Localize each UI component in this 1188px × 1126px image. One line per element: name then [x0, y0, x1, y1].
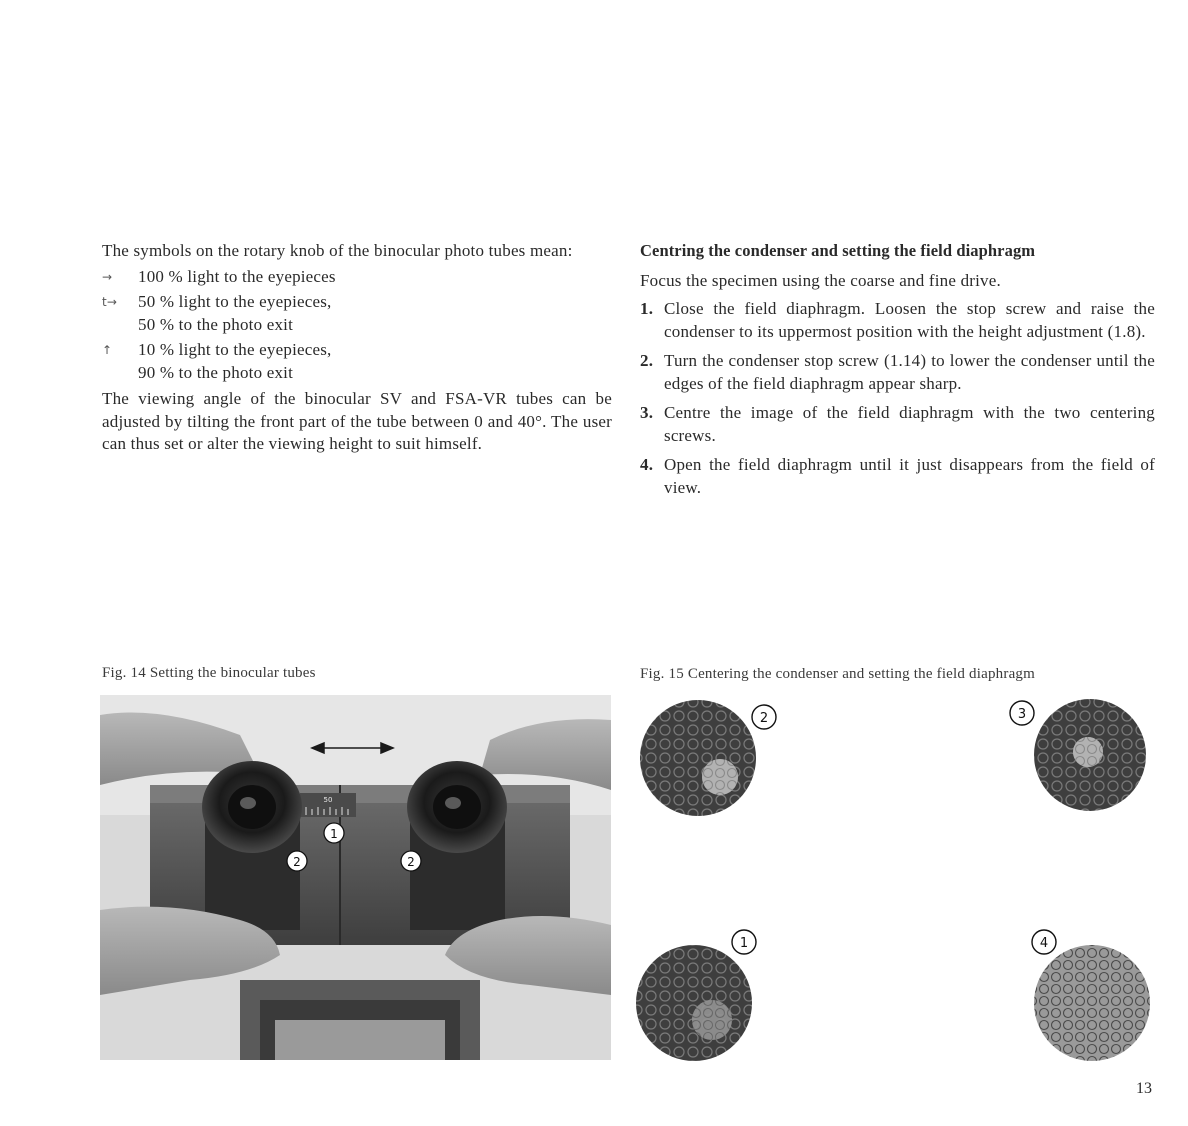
svg-text:3: 3: [1017, 707, 1027, 722]
step-text: Close the field diaphragm. Loosen the stop screw and raise the condenser to its uppermost position with the height adjustment (1.8).: [664, 299, 1155, 341]
svg-text:2: 2: [407, 855, 415, 869]
step-text: Centre the image of the field diaphragm with the two centering screws.: [664, 403, 1155, 445]
step-number: 3.: [640, 403, 654, 422]
callout-2-icon: [287, 851, 307, 871]
fig14-binocular-photo: [100, 695, 611, 1060]
page-number: 13: [1136, 1080, 1152, 1097]
arrow-right-icon: →: [102, 269, 113, 284]
fig15-caption: Fig. 15 Centering the condenser and setting the field diaphragm: [640, 666, 1036, 682]
symbol-description: 50 % light to the eyepieces,: [138, 292, 332, 311]
field-view-3: [1034, 699, 1146, 811]
arrow-up-icon: ↑: [102, 343, 113, 357]
step-text: Open the field diaphragm until it just disappears from the field of view.: [664, 455, 1155, 497]
callout-3-icon: [1010, 701, 1034, 725]
focus-intro: Focus the specimen using the coarse and fine drive.: [640, 270, 1001, 290]
fig15-field-views: [630, 695, 1160, 1065]
symbols-intro: The symbols on the rotary knob of the binocular photo tubes mean:: [102, 241, 573, 260]
svg-text:2: 2: [759, 711, 769, 726]
symbol-description: 100 % light to the eyepieces: [138, 266, 336, 286]
step-item: [640, 454, 1155, 499]
callout-1-icon: [324, 823, 344, 843]
symbol-description: 90 % to the photo exit: [138, 362, 294, 382]
symbol-row: [102, 266, 612, 289]
field-view-2: [640, 700, 756, 816]
step-item: [640, 402, 1155, 447]
field-view-4: [1034, 945, 1150, 1061]
symbol-row: [102, 339, 612, 384]
step-item: [640, 298, 1155, 343]
section-heading: Centring the condenser and setting the field diaphragm: [640, 241, 1036, 260]
callout-2-icon: [752, 705, 776, 729]
step-number: 4.: [640, 455, 654, 474]
right-column: [640, 240, 1155, 506]
left-column: [102, 240, 612, 456]
symbol-description: 10 % light to the eyepieces,: [138, 340, 332, 359]
split-arrow-icon: t→: [102, 295, 118, 309]
callout-4-icon: [1032, 930, 1056, 954]
symbol-row: [102, 291, 612, 336]
steps-list: [640, 298, 1155, 499]
symbol-description: 50 % to the photo exit: [138, 314, 294, 334]
callout-1-icon: [732, 930, 756, 954]
step-number: 2.: [640, 351, 654, 370]
svg-text:1: 1: [739, 936, 749, 951]
scale-label: 50: [323, 796, 333, 804]
svg-text:1: 1: [330, 827, 338, 841]
callout-2-icon: [401, 851, 421, 871]
viewing-angle-paragraph: The viewing angle of the binocular SV and FSA-VR tubes can be adjusted by tilting the front part of the tube between 0 and 40°. The user can thus set or alter the viewing height to suit himself.: [102, 389, 612, 453]
step-item: [640, 350, 1155, 395]
step-text: Turn the condenser stop screw (1.14) to lower the condenser until the edges of the field diaphragm appear sharp.: [664, 351, 1155, 393]
step-number: 1.: [640, 299, 654, 318]
field-view-1: [636, 945, 752, 1061]
svg-text:4: 4: [1039, 936, 1049, 951]
fig14-caption: Fig. 14 Setting the binocular tubes: [102, 665, 316, 681]
svg-text:2: 2: [293, 855, 301, 869]
